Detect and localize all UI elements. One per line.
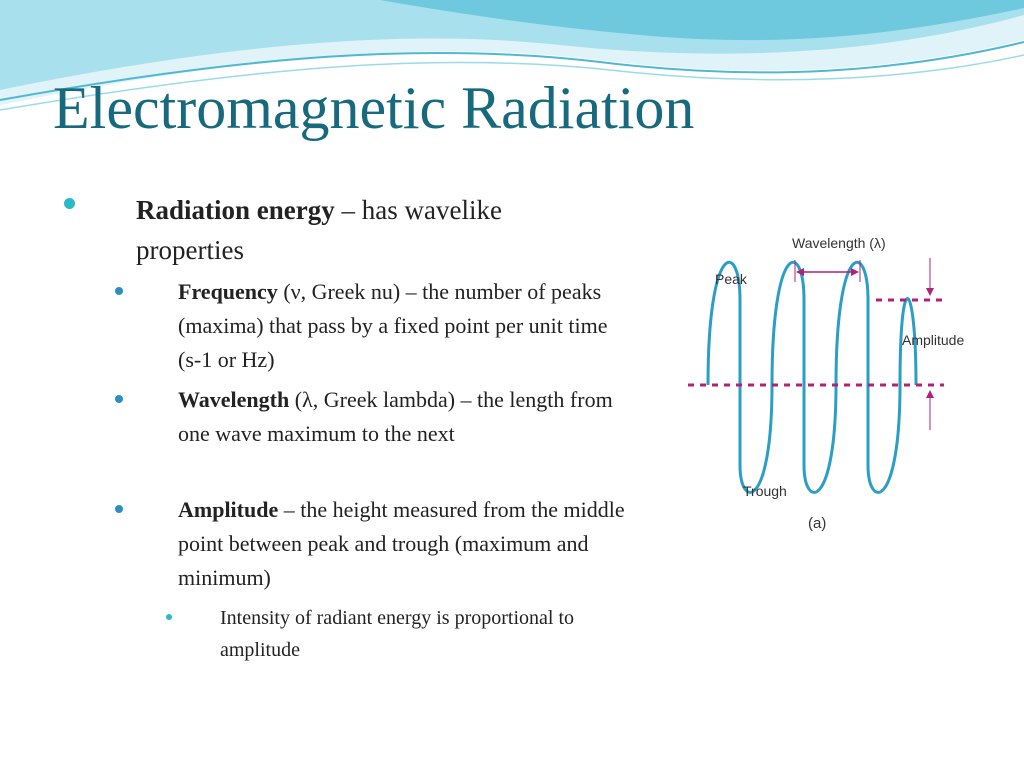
bullet-text: – has wavelike properties bbox=[136, 195, 502, 265]
amplitude-arrowhead-top bbox=[926, 288, 934, 296]
bullet-radiation-energy bbox=[136, 190, 616, 270]
sub-bullet-text: (ν, Greek nu) – the number of peaks (maxima) that pass by a fixed point per unit time (s-1 or Hz) bbox=[178, 279, 608, 372]
bullet-dot bbox=[64, 198, 75, 209]
arrowhead-right bbox=[851, 268, 859, 276]
bullet-dot bbox=[166, 614, 172, 620]
bullet-bold: Radiation energy bbox=[136, 195, 335, 225]
bullet-dot bbox=[115, 505, 123, 513]
figure-caption: (a) bbox=[808, 515, 827, 532]
amplitude-arrowhead-bottom bbox=[926, 390, 934, 398]
bullet-dot bbox=[115, 395, 123, 403]
trough-label: Trough bbox=[743, 483, 787, 499]
sub-bullet-bold: Amplitude bbox=[178, 497, 279, 522]
sub-bullet-bold: Wavelength bbox=[178, 387, 290, 412]
peak-label: Peak bbox=[715, 271, 747, 287]
sub-bullet-text: (λ, Greek lambda) – the length from one wave maximum to the next bbox=[178, 387, 613, 446]
sub-sub-bullet-intensity: Intensity of radiant energy is proportional to amplitude bbox=[220, 607, 574, 661]
wavelength-label: Wavelength (λ) bbox=[792, 235, 886, 251]
sub-bullet-text: – the height measured from the middle point between peak and trough (maximum and minimum) bbox=[178, 497, 625, 590]
slide-title: Electromagnetic Radiation bbox=[53, 75, 695, 141]
wave-diagram bbox=[680, 220, 980, 550]
sub-bullet-frequency bbox=[178, 275, 628, 377]
amplitude-label: Amplitude bbox=[902, 332, 965, 348]
sub-bullet-amplitude bbox=[178, 493, 628, 595]
sub-bullet-bold: Frequency bbox=[178, 279, 278, 304]
bullet-dot bbox=[115, 287, 123, 295]
sub-bullet-wavelength bbox=[178, 383, 628, 451]
sine-wave bbox=[708, 262, 916, 492]
